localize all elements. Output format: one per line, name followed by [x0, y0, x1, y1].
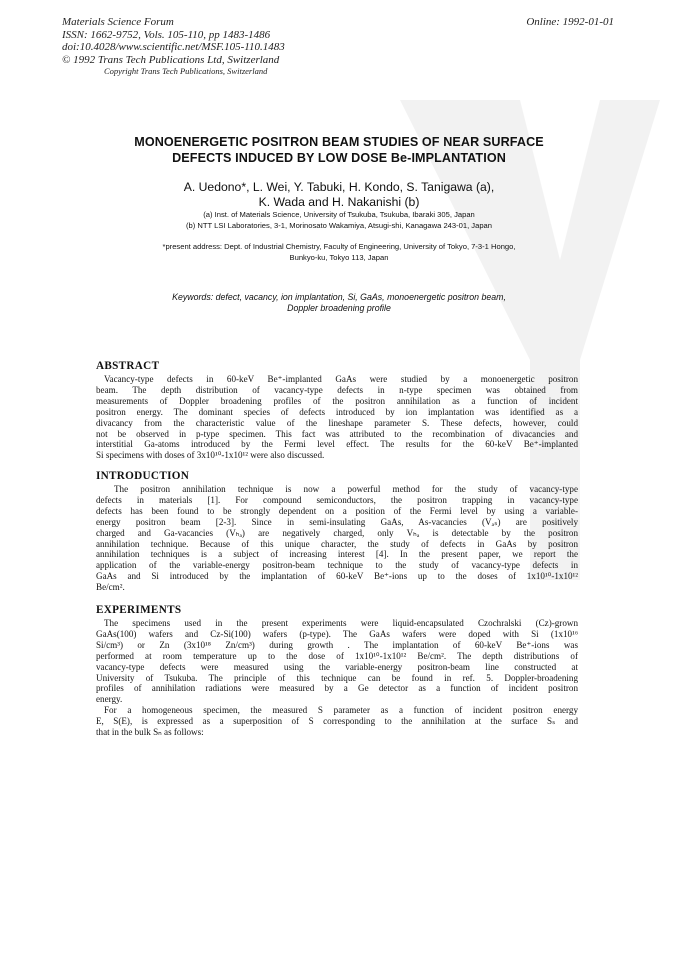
author-list	[96, 180, 582, 209]
text-line: not be observed in p-type specimen. This fact was attributed to the recombination of divacancies and	[96, 428, 578, 439]
title-line: DEFECTS INDUCED BY LOW DOSE Be-IMPLANTATION	[172, 151, 506, 165]
present-address	[96, 241, 582, 263]
abstract-body	[96, 374, 578, 461]
text-line: that in the bulk Sₙ as follows:	[96, 727, 204, 738]
text-line: defects in materials [1]. For compound semiconductors, the positron trapping in vacancy-type	[96, 494, 578, 505]
text-line: energy positron beam [2-3]. Since in semi-insulating GaAs, As-vacancies (Vₐₛ) are positively	[96, 516, 578, 527]
present-address-line: *present address: Dept. of Industrial Chemistry, Faculty of Engineering, University of Tokyo, 7-3-1 Hongo,	[162, 242, 516, 251]
text-line: Si specimens with doses of 3x10¹⁰-1x10¹² were also discussed.	[96, 450, 325, 461]
publication-info	[62, 16, 285, 66]
text-line: interstitial Ga-atoms introduced by the Fermi level effect. The results for the 60-keV Be⁺-implanted	[96, 439, 578, 450]
text-line: The specimens used in the present experiments were liquid-encapsulated Czochralski (Cz)-grown	[104, 618, 578, 628]
present-address-line: Bunkyo-ku, Tokyo 113, Japan	[289, 253, 389, 262]
text-line: positron energy. The dominant species of defects introduced by ion implantation was identified as a	[96, 406, 578, 417]
affiliation-a: (a) Inst. of Materials Science, University of Tsukuba, Tsukuba, Ibaraki 305, Japan	[203, 210, 475, 219]
experiments-body	[96, 618, 578, 738]
text-line: performed at room temperature up to the dose of 1x10¹⁰-1x10¹² Be/cm². The depth distributions of	[96, 650, 578, 661]
text-line: GaAs(100) wafers and Cz-Si(100) wafers (p-type). The GaAs wafers were doped with Si (1x10¹⁶	[96, 628, 578, 639]
text-line: divacancy from the characteristic value of the lineshape parameter S. These defects, however, could	[96, 417, 578, 428]
journal-name: Materials Science Forum	[62, 16, 174, 28]
abstract-heading: ABSTRACT	[96, 360, 160, 372]
keywords	[96, 292, 582, 314]
text-line: profiles of annihilation radiations were measured by a Ge detector as a function of incident positron	[96, 683, 578, 694]
text-line: defects has been found to be strongly dependent on a position of the Fermi level by using a variable-	[96, 505, 578, 516]
authors-line: K. Wada and H. Nakanishi (b)	[258, 194, 420, 209]
keywords-line: Doppler broadening profile	[287, 303, 391, 313]
online-date: Online: 1992-01-01	[526, 16, 614, 28]
text-line: vacancy-type defects were measured using the variable-energy positron-beam line constructed at	[96, 661, 578, 672]
text-line: annihilation techniques is a subject of increasing interest [4]. In the present paper, we report the	[96, 549, 578, 560]
text-line: GaAs and Si introduced by the implantation of 60-keV Be⁺-ions up to the doses of 1x10¹⁰-1x10¹²	[96, 571, 578, 582]
paper-title	[96, 134, 582, 166]
introduction-heading: INTRODUCTION	[96, 470, 190, 482]
affiliation-b: (b) NTT LSI Laboratories, 3-1, Morinosato Wakamiya, Atsugi-shi, Kanagawa 243-01, Japan	[185, 221, 492, 230]
introduction-body	[96, 484, 578, 593]
text-line: measurements of Doppler broadening profiles of the positron annihilation as a function of incident	[96, 395, 578, 406]
authors-line: A. Uedono*, L. Wei, Y. Tabuki, H. Kondo, S. Tanigawa (a),	[183, 180, 495, 194]
text-line: E, S(E), is expressed as a superposition of S corresponding to the annihilation at the surface Sₛ and	[96, 716, 578, 727]
text-line: The positron annihilation technique is now a powerful method for the study of vacancy-type	[114, 484, 578, 494]
text-line: Vacancy-type defects in 60-keV Be⁺-implanted GaAs were studied by a monoenergetic positron	[104, 374, 578, 384]
experiments-heading: EXPERIMENTS	[96, 604, 182, 616]
text-line: energy.	[96, 694, 123, 705]
issn-line: ISSN: 1662-9752, Vols. 105-110, pp 1483-1486	[62, 28, 271, 41]
affiliations	[96, 209, 582, 231]
text-line: beam. The depth distribution of vacancy-type defects in n-type specimen was obtained from	[96, 384, 578, 395]
text-line: application of the variable-energy positron-beam technique to the study of vacancy-type defects in	[96, 560, 578, 571]
doi-line: doi:10.4028/www.scientific.net/MSF.105-110.1483	[62, 41, 285, 53]
text-line: Si/cm³) or Zn (3x10¹⁸ Zn/cm³) during growth . The implantation of 60-keV Be⁺-ions was	[96, 639, 578, 650]
text-line: For a homogeneous specimen, the measured S parameter as a function of incident positron energy	[104, 705, 578, 716]
publisher-copyright: Copyright Trans Tech Publications, Switzerland	[104, 66, 268, 76]
title-line: MONOENERGETIC POSITRON BEAM STUDIES OF NEAR SURFACE	[134, 135, 544, 149]
keywords-line: Keywords: defect, vacancy, ion implantation, Si, GaAs, monoenergetic positron beam,	[172, 292, 506, 302]
text-line: University of Tsukuba. The principle of this technique can be found in ref. 5. Doppler-broadening	[96, 672, 578, 683]
text-line: Be/cm².	[96, 582, 125, 593]
text-line: annihilation technique. Because of this unique character, the study of defects in GaAs by positron	[96, 538, 578, 549]
copyright-line: © 1992 Trans Tech Publications Ltd, Switzerland	[62, 53, 280, 66]
text-line: charged and Ga-vacancies (Vₕₐ) are negatively charged, only Vₕₐ is detectable by the positron	[96, 527, 578, 538]
